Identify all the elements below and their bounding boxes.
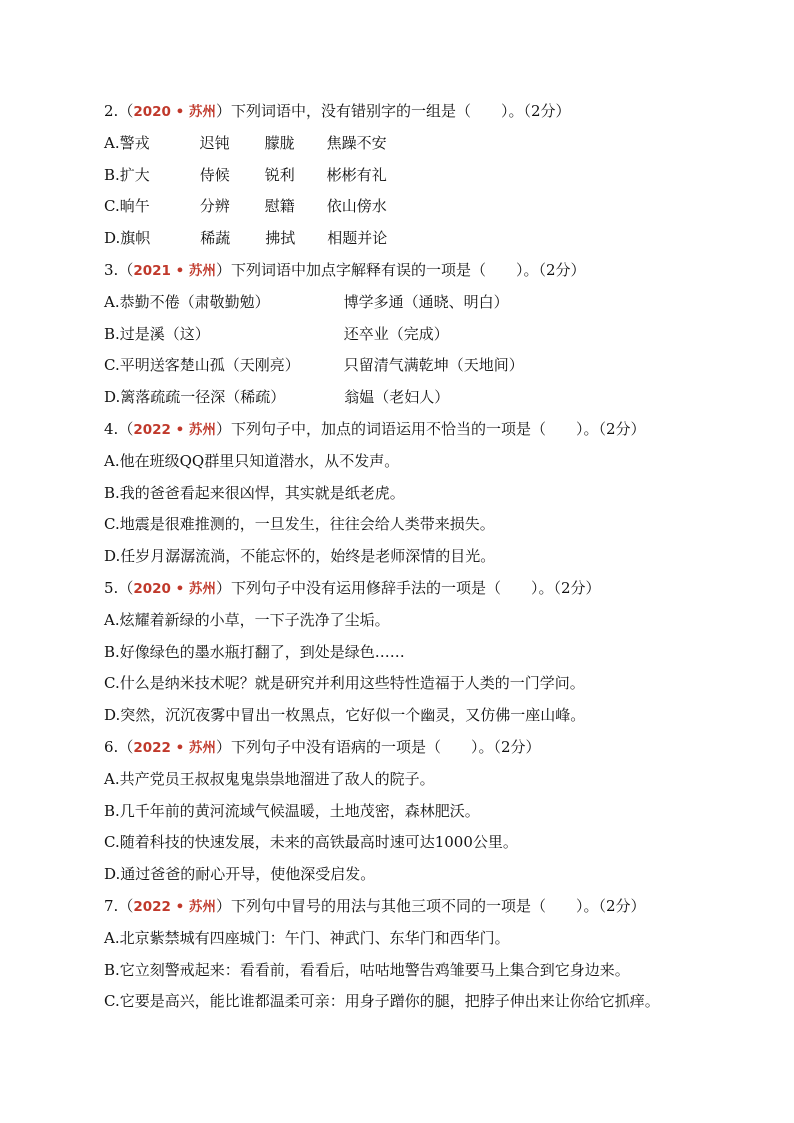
question-6-option-c bbox=[104, 827, 744, 859]
option-text: 它立刻警戒起来：看看前，看看后，咕咕地警告鸡雏要马上集合到它身边来。 bbox=[119, 960, 630, 979]
question-6-stem: 6.（2022 • 苏州）下列句子中没有语病的一项是（ ）。（2分） bbox=[104, 737, 541, 756]
source-tag: 2020 • 苏州 bbox=[133, 104, 216, 120]
option-label: A. bbox=[104, 292, 120, 311]
source-tag: 2020 • 苏州 bbox=[133, 580, 216, 597]
option-label: B. bbox=[104, 324, 120, 343]
question-3-option-c bbox=[104, 350, 744, 382]
question-list bbox=[104, 96, 744, 1018]
option-label: C. bbox=[104, 197, 120, 216]
option-label: A. bbox=[104, 769, 120, 788]
option-label: C. bbox=[104, 992, 120, 1011]
question-4-option-b bbox=[104, 478, 744, 510]
question-3-option-b bbox=[104, 319, 744, 351]
option-label: D. bbox=[104, 229, 121, 248]
option-word: 依山傍水 bbox=[326, 197, 387, 216]
question-number: 3. bbox=[104, 260, 119, 279]
question-4-option-c bbox=[104, 509, 744, 541]
option-label: C. bbox=[104, 674, 120, 693]
option-word: 侍候 bbox=[199, 165, 230, 184]
option-word: 平明送客楚山孤（天刚亮） bbox=[119, 356, 300, 375]
question-7-stem: 7.（2022 • 苏州）下列句中冒号的用法与其他三项不同的一项是（ ）。（2分） bbox=[104, 896, 646, 915]
option-label: A. bbox=[104, 451, 120, 470]
source-tag: 2022 • 苏州 bbox=[133, 421, 216, 438]
question-3-option-d bbox=[104, 382, 744, 414]
question-3-option-a bbox=[104, 287, 744, 319]
question-number: 6. bbox=[104, 737, 119, 756]
option-text: 随着科技的快速发展，未来的高铁最高时速可达1000公里。 bbox=[119, 833, 518, 852]
option-label: B. bbox=[104, 483, 120, 502]
question-5-option-a bbox=[104, 605, 744, 637]
option-label: A. bbox=[104, 928, 120, 947]
option-word: 警戎 bbox=[119, 133, 150, 152]
question-2-option-c bbox=[104, 191, 744, 223]
option-text: 任岁月潺潺流淌，不能忘怀的，始终是老师深情的目光。 bbox=[120, 547, 496, 566]
option-text: 共产党员王叔叔鬼鬼祟祟地溜进了敌人的院子。 bbox=[119, 769, 435, 788]
option-word: 恭勤不倦（肃敬勤勉） bbox=[119, 292, 270, 311]
question-6-option-a bbox=[104, 764, 744, 796]
option-label: A. bbox=[104, 133, 120, 152]
question-7-option-c bbox=[104, 986, 744, 1018]
option-label: C. bbox=[104, 833, 120, 852]
question-number: 2. bbox=[104, 102, 119, 120]
question-3-stem: 3.（2021 • 苏州）下列词语中加点字解释有误的一项是（ ）。（2分） bbox=[104, 260, 586, 279]
question-text: 下列句子中，加点的词语运用不恰当的一项是（ ）。（2分） bbox=[230, 419, 646, 438]
option-label: D. bbox=[104, 865, 121, 884]
option-label: A. bbox=[104, 610, 120, 629]
option-text: 它要是高兴，能比谁都温柔可亲：用身子蹭你的腿，把脖子伸出来让你给它抓痒。 bbox=[119, 992, 660, 1011]
source-tag: 2021 • 苏州 bbox=[133, 262, 216, 279]
option-word: 篱落疏疏一径深（稀疏） bbox=[120, 388, 286, 407]
option-text: 几千年前的黄河流域气候温暖，土地茂密，森林肥沃。 bbox=[119, 801, 480, 820]
option-word: 迟钝 bbox=[199, 133, 230, 152]
question-5-option-b bbox=[104, 637, 744, 669]
option-label: D. bbox=[104, 388, 121, 407]
question-5-option-c bbox=[104, 668, 744, 700]
option-label: C. bbox=[104, 356, 120, 375]
question-2-option-b bbox=[104, 160, 744, 192]
option-text: 突然，沉沉夜雾中冒出一枚黑点，它好似一个幽灵，又仿佛一座山峰。 bbox=[120, 706, 586, 725]
option-text: 通过爸爸的耐心开导，使他深受启发。 bbox=[120, 865, 376, 884]
question-2-option-d bbox=[104, 223, 744, 255]
question-5-option-d bbox=[104, 700, 744, 732]
option-word: 只留清气满乾坤（天地间） bbox=[343, 356, 524, 375]
option-word: 相题并论 bbox=[327, 229, 388, 248]
option-word: 博学多通（通晓、明白） bbox=[343, 292, 509, 311]
option-word: 晌午 bbox=[119, 197, 150, 216]
question-text: 下列词语中，没有错别字的一组是（ ）。（2分） bbox=[230, 102, 571, 120]
option-word: 朦胧 bbox=[264, 133, 295, 152]
option-word: 彬彬有礼 bbox=[326, 165, 387, 184]
option-text: 北京紫禁城有四座城门：午门、神武门、东华门和西华门。 bbox=[119, 928, 510, 947]
option-word: 分辨 bbox=[199, 197, 230, 216]
question-4-stem: 4.（2022 • 苏州）下列句子中，加点的词语运用不恰当的一项是（ ）。（2分） bbox=[104, 419, 646, 438]
option-text: 他在班级QQ群里只知道潜水，从不发声。 bbox=[119, 451, 400, 470]
option-word: 稀蔬 bbox=[200, 229, 231, 248]
option-word: 扩大 bbox=[119, 165, 150, 184]
option-word: 旗帜 bbox=[120, 229, 151, 248]
option-text: 地震是很难推测的，一旦发生，往往会给人类带来损失。 bbox=[119, 515, 495, 534]
question-text: 下列句中冒号的用法与其他三项不同的一项是（ ）。（2分） bbox=[230, 896, 646, 915]
option-label: D. bbox=[104, 706, 121, 725]
option-word: 锐利 bbox=[264, 165, 295, 184]
option-text: 炫耀着新绿的小草，一下子洗净了尘垢。 bbox=[119, 610, 390, 629]
option-label: B. bbox=[104, 960, 120, 979]
question-7-option-a bbox=[104, 923, 744, 955]
option-label: D. bbox=[104, 547, 121, 566]
option-text: 我的爸爸看起来很凶悍，其实就是纸老虎。 bbox=[119, 483, 405, 502]
option-text: 好像绿色的墨水瓶打翻了，到处是绿色…… bbox=[119, 642, 405, 661]
question-4-option-d bbox=[104, 541, 744, 573]
option-label: B. bbox=[104, 642, 120, 661]
question-2-option-a bbox=[104, 128, 744, 160]
source-tag: 2022 • 苏州 bbox=[133, 739, 216, 756]
option-label: C. bbox=[104, 515, 120, 534]
question-text: 下列句子中没有语病的一项是（ ）。（2分） bbox=[230, 737, 541, 756]
question-text: 下列句子中没有运用修辞手法的一项是（ ）。（2分） bbox=[230, 578, 601, 597]
question-number: 5. bbox=[104, 578, 119, 597]
question-text: 下列词语中加点字解释有误的一项是（ ）。（2分） bbox=[230, 260, 586, 279]
question-6-option-b bbox=[104, 796, 744, 828]
question-2-stem: 2.（2020 • 苏州）下列词语中，没有错别字的一组是（ ）。（2分） bbox=[104, 102, 571, 120]
question-7-option-b bbox=[104, 955, 744, 987]
source-tag: 2022 • 苏州 bbox=[133, 898, 216, 915]
option-word: 慰籍 bbox=[264, 197, 295, 216]
option-label: B. bbox=[104, 165, 120, 184]
option-word: 拂拭 bbox=[265, 229, 296, 248]
question-number: 7. bbox=[104, 896, 119, 915]
option-word: 还卒业（完成） bbox=[343, 324, 449, 343]
option-word: 焦躁不安 bbox=[326, 133, 387, 152]
question-5-stem: 5.（2020 • 苏州）下列句子中没有运用修辞手法的一项是（ ）。（2分） bbox=[104, 578, 601, 597]
option-word: 翁媪（老妇人） bbox=[344, 388, 450, 407]
option-label: B. bbox=[104, 801, 120, 820]
question-4-option-a bbox=[104, 446, 744, 478]
option-text: 什么是纳米技术呢？就是研究并利用这些特性造福于人类的一门学问。 bbox=[119, 674, 585, 693]
option-word: 过是溪（这） bbox=[119, 324, 210, 343]
question-6-option-d bbox=[104, 859, 744, 891]
question-number: 4. bbox=[104, 419, 119, 438]
